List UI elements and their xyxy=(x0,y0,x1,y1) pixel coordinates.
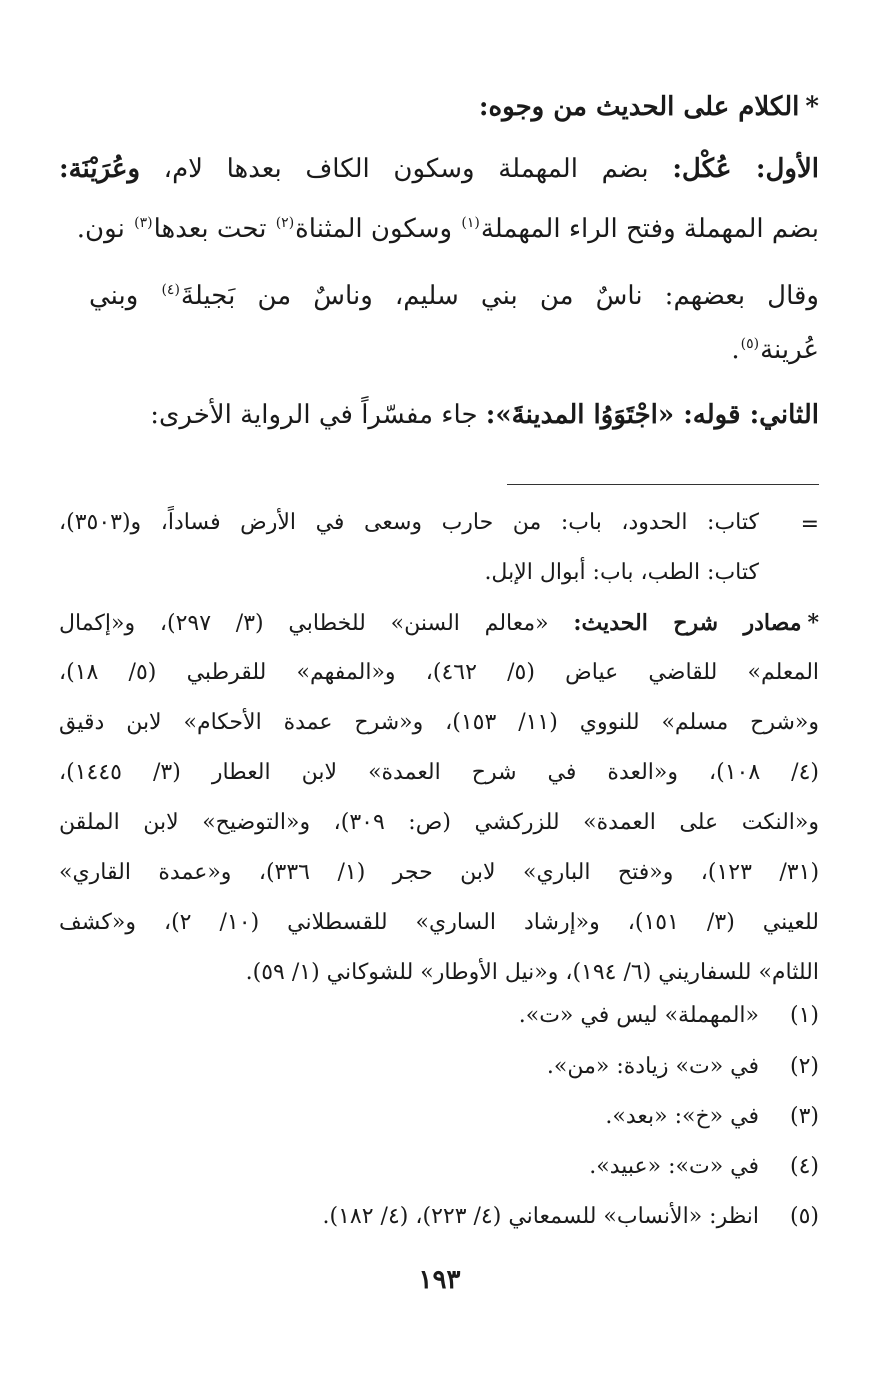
page-number: ١٩٣ xyxy=(418,1265,461,1295)
para1-line1 xyxy=(59,156,819,182)
sources-line-7: للعيني (٣/ ١٥١)، و«إرشاد الساري» للقسطلاني (١٠/ ٢)، و«كشف xyxy=(59,910,819,935)
para2-line2 xyxy=(59,337,819,363)
para2-text-a: وقال بعضهم: ناسٌ من بني سليم، وناسٌ من بَجيلةَ xyxy=(180,281,819,311)
first-point-lead: الأول: عُكْل: xyxy=(672,154,819,184)
footnote-separator xyxy=(507,484,819,485)
sources-text-1: «معالم السنن» للخطابي (٣/ ٢٩٧)، و«إكمال xyxy=(59,611,574,636)
urayna-word: وعُرَيْنَة: xyxy=(59,154,141,184)
footnote-2-text: في «ت» زيادة: «من». xyxy=(546,1054,759,1079)
sources-line-6: (٣١/ ١٢٣)، و«فتح الباري» لابن حجر (١/ ٣٣٦)، و«عمدة القاري» xyxy=(59,860,820,885)
first-point-text: بضم المهملة وسكون الكاف بعدها لام، xyxy=(140,154,673,184)
para2-text-d: . xyxy=(731,335,740,365)
section-heading xyxy=(59,94,819,120)
para1-text-c: تحت بعدها xyxy=(153,214,275,244)
footnote-5-text: انظر: «الأنساب» للسمعاني (٤/ ٢٢٣)، (٤/ ١٨٢). xyxy=(322,1204,759,1229)
sources-line-2: المعلم» للقاضي عياض (٥/ ٤٦٢)، و«المفهم» للقرطبي (٥/ ١٨)، xyxy=(59,660,820,685)
para1-text-d: نون. xyxy=(76,214,134,244)
footnote-2-number: (٢) xyxy=(789,1054,819,1079)
sources-line-3: و«شرح مسلم» للنووي (١١/ ١٥٣)، و«شرح عمدة الأحكام» لابن دقيق xyxy=(59,710,819,735)
footnote-1-text: «المهملة» ليس في «ت». xyxy=(518,1003,759,1028)
footnote-ref-1[interactable]: (١) xyxy=(461,215,480,232)
footnote-ref-3[interactable]: (٣) xyxy=(134,215,153,232)
footnote-5-number: (٥) xyxy=(789,1204,819,1229)
sources-line-1 xyxy=(59,612,819,635)
footnote-4-text: في «ت»: «عبيد». xyxy=(589,1154,759,1179)
cont-line-1: كتاب: الحدود، باب: من حارب وسعى في الأرض فساداً، و(٣٥٠٣)، xyxy=(59,510,759,535)
footnote-1-number: (١) xyxy=(789,1003,819,1028)
sources-lead: مصادر شرح الحديث: xyxy=(573,610,802,636)
sources-line-4: (٤/ ١٠٨)، و«العدة في شرح العمدة» لابن العطار (٣/ ١٤٤٥)، xyxy=(59,760,820,785)
continuation-marker: = xyxy=(800,512,819,537)
footnote-3-number: (٣) xyxy=(789,1104,819,1129)
para2-text-b: وبني xyxy=(89,281,161,311)
footnote-ref-2[interactable]: (٢) xyxy=(275,215,295,232)
cont-line-2: كتاب: الطب، باب: أبوال الإبل. xyxy=(484,560,759,585)
second-point-text: جاء مفسّراً في الرواية الأخرى: xyxy=(150,400,486,430)
heading-star: * xyxy=(805,92,819,122)
para2-text-c: عُرينة xyxy=(760,335,819,365)
footnote-ref-4[interactable]: (٤) xyxy=(161,282,180,299)
footnote-ref-5[interactable]: (٥) xyxy=(740,336,760,353)
second-point-lead: الثاني: قوله: «اجْتَوَوُا المدينةَ»: xyxy=(485,400,819,430)
para1-line2 xyxy=(59,216,819,242)
para3-line1 xyxy=(59,402,819,428)
heading-title: الكلام على الحديث من وجوه: xyxy=(478,92,800,122)
sources-star: * xyxy=(807,610,819,636)
footnote-3-text: في «خ»: «بعد». xyxy=(605,1104,759,1129)
para2-line1 xyxy=(89,283,819,309)
footnote-4-number: (٤) xyxy=(789,1154,819,1179)
para1-text-a: بضم المهملة وفتح الراء المهملة xyxy=(480,214,819,244)
sources-line-5: و«النكت على العمدة» للزركشي (ص: ٣٠٩)، و«التوضيح» لابن الملقن xyxy=(59,810,819,835)
sources-line-8: اللثام» للسفاريني (٦/ ١٩٤)، و«نيل الأوطار» للشوكاني (١/ ٥٩). xyxy=(245,960,819,985)
para1-text-b: وسكون المثناة xyxy=(295,214,461,244)
